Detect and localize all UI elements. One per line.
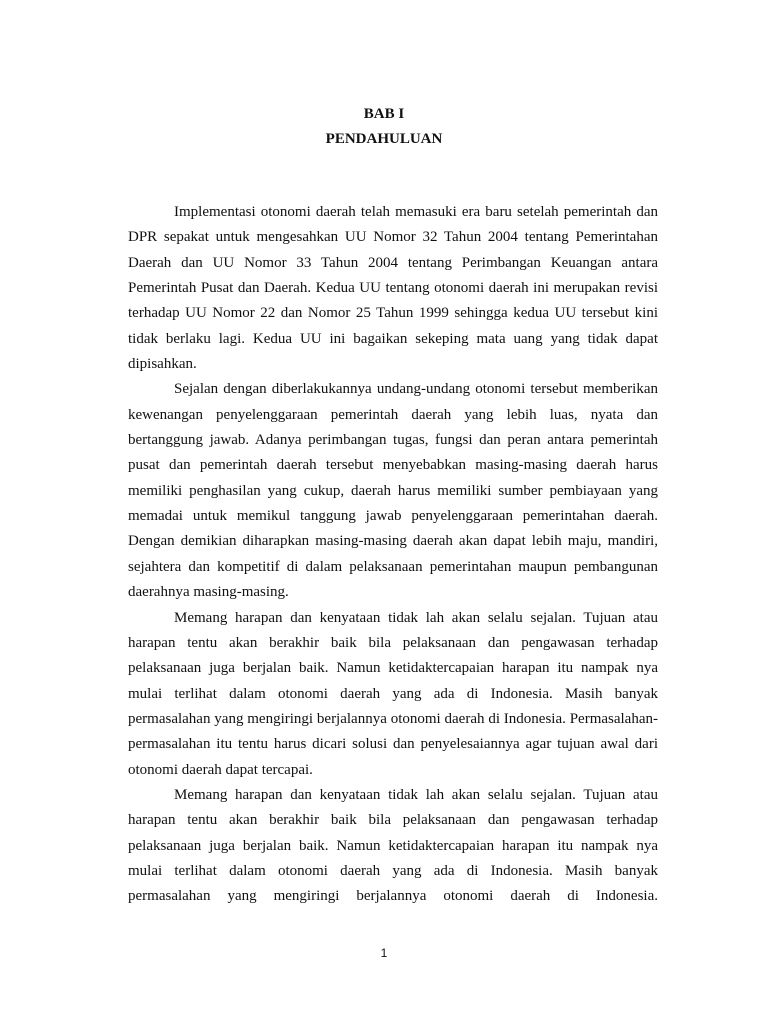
paragraph: Memang harapan dan kenyataan tidak lah akan selalu sejalan. Tujuan atau harapan tentu akan berakhir baik bila pelaksanaan dan pengawasan terhadap pelaksanaan juga berjalan baik. Namun ketidaktercapaian harapan itu nampak nya mulai terlihat dalam otonomi daerah yang ada di Indonesia. Masih banyak permasalahan yang mengiringi berjalannya otonomi daerah di Indonesia. bbox=[128, 786, 658, 905]
paragraph: Implementasi otonomi daerah telah memasuki era baru setelah pemerintah dan DPR sepakat untuk mengesahkan UU Nomor 32 Tahun 2004 tentang Pemerintahan Daerah dan UU Nomor 33 Tahun 2004 tentang Perimbangan Keuangan antara Pemerintah Pusat dan Daerah. Kedua UU tentang otonomi daerah ini merupakan revisi terhadap UU Nomor 22 dan Nomor 25 Tahun 1999 sehingga kedua UU tersebut kini tidak berlaku lagi. Kedua UU ini bagaikan sekeping mata uang yang tidak dapat dipisahkan. bbox=[128, 204, 658, 373]
paragraph: Memang harapan dan kenyataan tidak lah akan selalu sejalan. Tujuan atau harapan tentu akan berakhir baik bila pelaksanaan dan pengawasan terhadap pelaksanaan juga berjalan baik. Namun ketidaktercapaian harapan itu nampak nya mulai terlihat dalam otonomi daerah yang ada di Indonesia. Masih banyak permasalahan yang mengiringi berjalannya otonomi daerah di Indonesia. Permasalahan-permasalahan itu tentu harus dicari solusi dan penyelesaiannya agar tujuan awal dari otonomi daerah dapat tercapai. bbox=[128, 609, 658, 778]
chapter-heading: BAB I bbox=[363, 106, 405, 122]
paragraph: Sejalan dengan diberlakukannya undang-undang otonomi tersebut memberikan kewenangan penyelenggaraan pemerintah daerah yang lebih luas, nyata dan bertanggung jawab. Adanya perimbangan tugas, fungsi dan peran antara pemerintah pusat dan pemerintah daerah tersebut menyebabkan masing-masing daerah harus memiliki penghasilan yang cukup, daerah harus memiliki sumber pembiayaan yang memadai untuk memikul tanggung jawab penyelenggaraan pemerintahan daerah. Dengan demikian diharapkan masing-masing daerah akan dapat lebih maju, mandiri, sejahtera dan kompetitif di dalam pelaksanaan pemerintahan maupun pembangunan daerahnya masing-masing. bbox=[128, 381, 658, 601]
page-number: 1 bbox=[380, 946, 388, 960]
chapter-title: PENDAHULUAN bbox=[325, 131, 443, 147]
body-text bbox=[128, 200, 658, 910]
